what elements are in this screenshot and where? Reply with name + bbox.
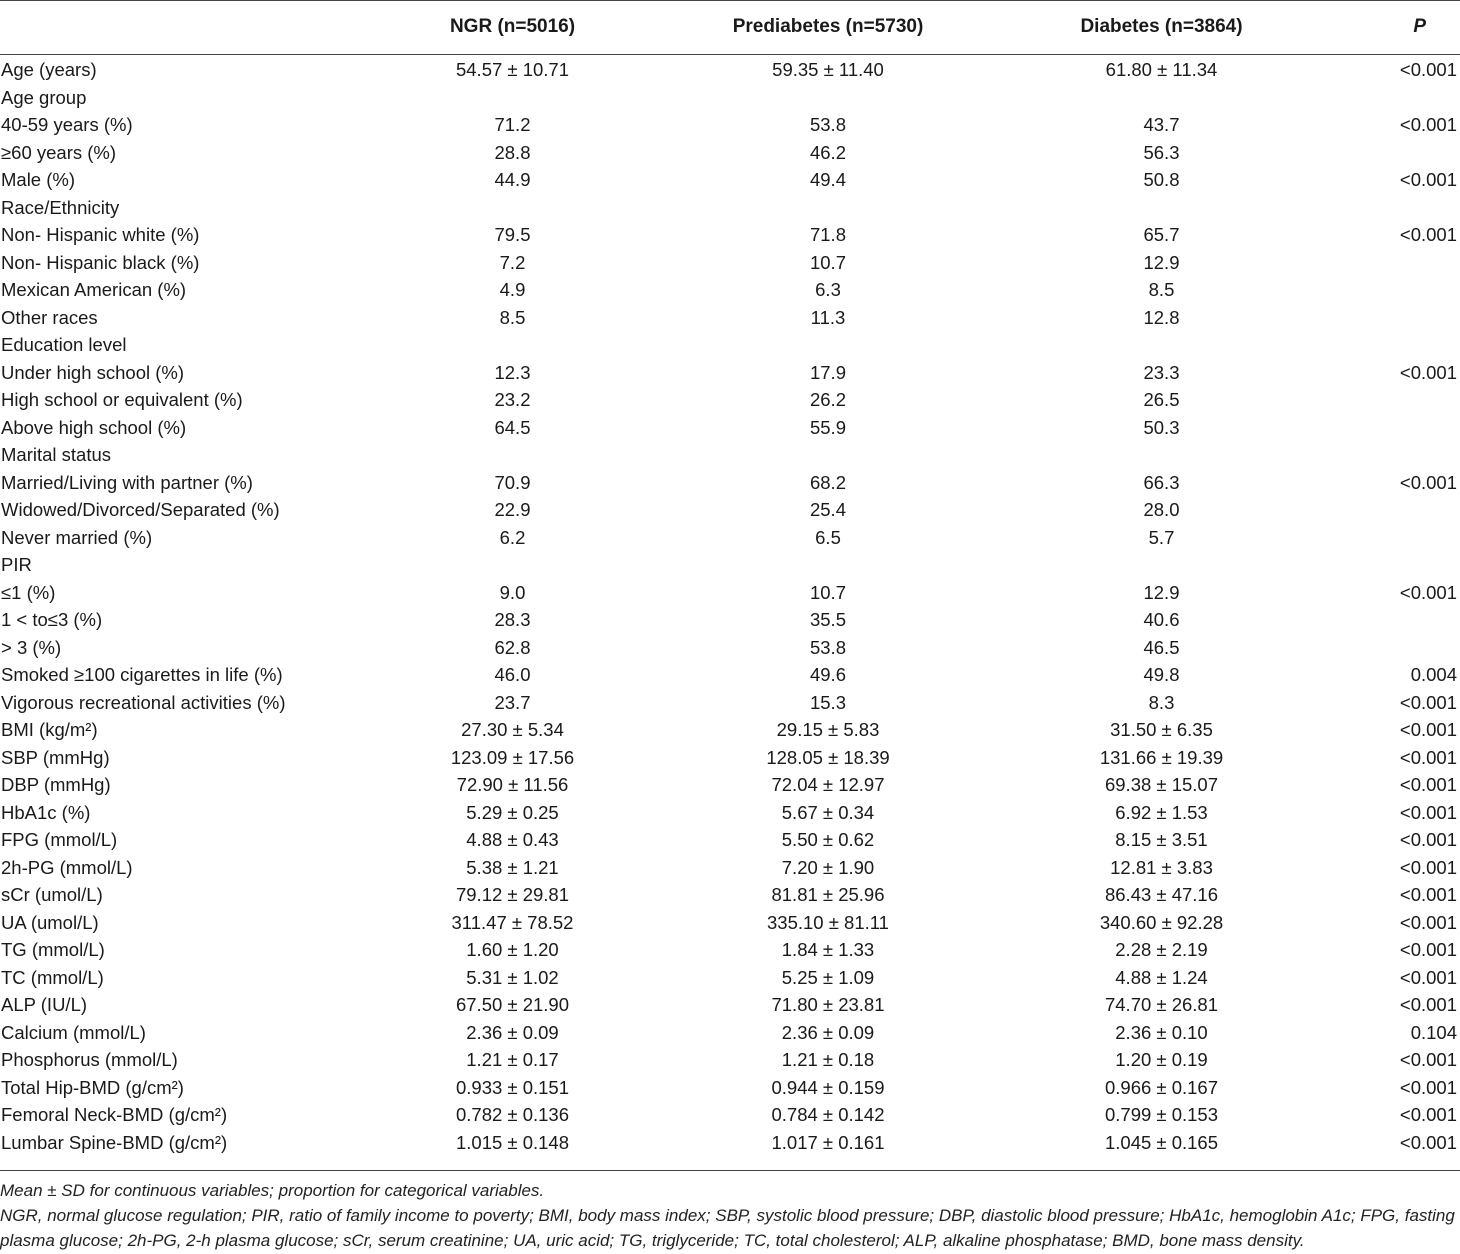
table-row — [0, 1074, 1460, 1102]
cell-p-value: 0.104 — [1410, 1021, 1457, 1043]
table-row — [0, 84, 1460, 112]
cell-ngr: 311.47 ± 78.52 — [451, 911, 574, 933]
row-label: Above high school (%) — [1, 416, 187, 438]
cell-diabetes — [981, 194, 1342, 222]
cell-diabetes: 31.50 ± 6.35 — [1110, 719, 1213, 740]
table-row — [0, 276, 1460, 304]
cell-diabetes: 46.5 — [1143, 636, 1180, 658]
cell-ngr: 28.3 — [494, 609, 531, 630]
cell-ngr: 7.2 — [499, 251, 526, 273]
cell-prediabetes: 5.67 ± 0.34 — [781, 801, 875, 823]
cell-prediabetes: 5.25 ± 1.09 — [781, 966, 875, 988]
cell-ngr: 70.9 — [494, 471, 531, 493]
cell-ngr: 71.2 — [494, 114, 531, 135]
cell-diabetes: 56.3 — [1143, 141, 1180, 163]
row-label: UA (umol/L) — [1, 911, 99, 933]
cell-diabetes: 12.81 ± 3.83 — [1110, 856, 1213, 878]
cell-ngr: 1.60 ± 1.20 — [466, 939, 559, 960]
cell-diabetes: 1.20 ± 0.19 — [1115, 1049, 1208, 1070]
row-label: 2h-PG (mmol/L) — [1, 856, 133, 878]
cell-p-value: <0.001 — [1399, 361, 1457, 383]
cell-p-value — [1342, 414, 1460, 442]
cell-prediabetes: 25.4 — [809, 499, 846, 520]
cell-p-value: <0.001 — [1399, 471, 1457, 493]
table-row — [0, 414, 1460, 442]
footnote-line-2: NGR, normal glucose regulation; PIR, ratio of family income to poverty; BMI, body mass index; SBP, systolic blood pressure; DBP, diastolic blood pressure; HbA1c, hemoglobin A1c; FPG, fasting plasma glucose; 2h-PG, 2-h plasma glucose; sCr, serum creatinine; UA, uric acid; TG, triglyceride; TC, total cholesterol; ALP, alkaline phosphatase; BMD, bone mass density. — [0, 1206, 1455, 1250]
table-header-row — [0, 0, 1460, 54]
cell-p-value — [1342, 331, 1460, 359]
cell-ngr: 64.5 — [494, 416, 531, 438]
table-row — [0, 881, 1460, 909]
table-row — [0, 909, 1460, 937]
cell-ngr: 5.29 ± 0.25 — [466, 801, 559, 823]
cell-ngr: 0.933 ± 0.151 — [455, 1076, 570, 1098]
cell-ngr: 123.09 ± 17.56 — [450, 746, 575, 768]
row-label: Total Hip-BMD (g/cm²) — [1, 1076, 184, 1098]
cell-prediabetes: 1.017 ± 0.161 — [771, 1131, 885, 1153]
cell-ngr — [350, 441, 675, 469]
table-row — [0, 469, 1460, 497]
cell-p-value — [1342, 304, 1460, 332]
row-label: Mexican American (%) — [1, 279, 187, 300]
cell-ngr: 8.5 — [499, 306, 526, 328]
row-label: Married/Living with partner (%) — [1, 471, 253, 493]
row-label: ≥60 years (%) — [1, 141, 117, 163]
cell-ngr: 2.36 ± 0.09 — [466, 1021, 559, 1043]
row-label: Male (%) — [1, 169, 76, 190]
row-label: Other races — [1, 306, 98, 328]
table-row — [0, 799, 1460, 827]
cell-p-value: <0.001 — [1399, 224, 1457, 245]
row-label: Never married (%) — [1, 526, 153, 548]
cell-prediabetes: 53.8 — [809, 636, 846, 658]
header-ngr: NGR (n=5016) — [449, 16, 576, 37]
cell-diabetes: 2.36 ± 0.10 — [1115, 1021, 1208, 1043]
footnote-line-1: Mean ± SD for continuous variables; proportion for categorical variables. — [0, 1181, 545, 1200]
cell-p-value — [1342, 139, 1460, 167]
cell-prediabetes: 68.2 — [809, 471, 846, 493]
cell-prediabetes: 10.7 — [809, 581, 846, 603]
table-row — [0, 551, 1460, 579]
cell-prediabetes: 11.3 — [810, 306, 846, 328]
cell-prediabetes: 15.3 — [809, 691, 846, 713]
cell-prediabetes: 49.4 — [809, 169, 846, 190]
cell-p-value: <0.001 — [1399, 829, 1457, 850]
row-label: PIR — [1, 554, 32, 575]
cell-diabetes: 26.5 — [1143, 389, 1180, 410]
cell-ngr: 79.12 ± 29.81 — [455, 884, 570, 905]
cell-ngr: 62.8 — [494, 636, 531, 658]
row-label: Vigorous recreational activities (%) — [1, 691, 286, 713]
cell-ngr: 23.7 — [494, 691, 531, 713]
header-p-value: P — [1413, 16, 1426, 37]
table-row — [0, 826, 1460, 854]
cell-prediabetes: 26.2 — [809, 389, 846, 410]
table-row — [0, 359, 1460, 387]
row-label: 1 < to≤3 (%) — [1, 609, 103, 630]
cell-ngr — [350, 331, 675, 359]
cell-p-value: <0.001 — [1399, 59, 1457, 80]
table-row — [0, 386, 1460, 414]
table-body — [0, 54, 1460, 1156]
cell-diabetes: 4.88 ± 1.24 — [1115, 966, 1208, 988]
cell-diabetes: 69.38 ± 15.07 — [1104, 774, 1219, 795]
row-label: ALP (IU/L) — [1, 994, 88, 1015]
table-row — [0, 1046, 1460, 1074]
table-row — [0, 524, 1460, 552]
cell-ngr: 6.2 — [499, 526, 526, 548]
cell-prediabetes: 1.21 ± 0.18 — [781, 1049, 875, 1070]
cell-p-value: <0.001 — [1399, 774, 1457, 795]
cell-ngr: 5.38 ± 1.21 — [466, 856, 559, 878]
cell-ngr: 4.9 — [499, 279, 526, 300]
header-diabetes: Diabetes (n=3864) — [1080, 16, 1243, 37]
cell-ngr: 23.2 — [494, 389, 531, 410]
cell-diabetes: 50.3 — [1143, 416, 1180, 438]
cell-prediabetes: 55.9 — [809, 416, 846, 438]
cell-diabetes: 8.5 — [1148, 279, 1175, 300]
row-label: Race/Ethnicity — [1, 196, 120, 218]
table-row — [0, 716, 1460, 744]
row-label: Lumbar Spine-BMD (g/cm²) — [1, 1131, 228, 1153]
cell-ngr: 54.57 ± 10.71 — [455, 59, 570, 80]
cell-diabetes: 74.70 ± 26.81 — [1104, 994, 1219, 1015]
cell-ngr: 27.30 ± 5.34 — [461, 719, 564, 740]
cell-p-value — [1342, 386, 1460, 414]
cell-ngr — [350, 551, 675, 579]
table-bottom-rule — [0, 1170, 1460, 1171]
cell-diabetes: 131.66 ± 19.39 — [1099, 746, 1224, 768]
table-row — [0, 304, 1460, 332]
cell-prediabetes: 5.50 ± 0.62 — [781, 829, 875, 850]
cell-ngr: 12.3 — [494, 361, 531, 383]
cell-diabetes: 50.8 — [1143, 169, 1180, 190]
cell-prediabetes — [675, 551, 981, 579]
cell-ngr: 44.9 — [494, 169, 531, 190]
cell-ngr: 4.88 ± 0.43 — [466, 829, 559, 850]
cell-p-value — [1342, 441, 1460, 469]
cell-prediabetes: 46.2 — [809, 141, 846, 163]
table-row — [0, 1101, 1460, 1129]
table-row — [0, 991, 1460, 1019]
row-label: Age group — [1, 86, 87, 108]
table-row — [0, 249, 1460, 277]
cell-diabetes: 61.80 ± 11.34 — [1105, 59, 1218, 80]
cell-prediabetes: 81.81 ± 25.96 — [771, 884, 885, 905]
table-row — [0, 661, 1460, 689]
table-row — [0, 194, 1460, 222]
cell-prediabetes: 128.05 ± 18.39 — [766, 746, 890, 768]
row-label: Marital status — [1, 444, 112, 465]
row-label: Under high school (%) — [1, 361, 185, 383]
cell-ngr: 1.015 ± 0.148 — [455, 1131, 570, 1153]
cell-diabetes: 40.6 — [1143, 609, 1180, 630]
cell-ngr: 5.31 ± 1.02 — [466, 966, 559, 988]
cell-p-value — [1342, 496, 1460, 524]
header-label — [0, 0, 350, 54]
cell-diabetes: 66.3 — [1143, 471, 1180, 493]
cell-diabetes: 12.9 — [1143, 251, 1180, 273]
row-label: HbA1c (%) — [1, 801, 91, 823]
header-prediabetes: Prediabetes (n=5730) — [732, 16, 924, 37]
cell-p-value — [1342, 634, 1460, 662]
table-row — [0, 771, 1460, 799]
table-row — [0, 744, 1460, 772]
cell-ngr: 22.9 — [494, 499, 531, 520]
cell-prediabetes: 71.8 — [809, 224, 846, 245]
cell-prediabetes: 0.784 ± 0.142 — [771, 1104, 885, 1125]
cell-prediabetes — [675, 441, 981, 469]
cell-p-value: <0.001 — [1399, 856, 1457, 878]
row-label: Non- Hispanic white (%) — [1, 224, 200, 245]
cell-diabetes: 23.3 — [1143, 361, 1180, 383]
cell-diabetes: 65.7 — [1143, 224, 1180, 245]
cell-p-value: <0.001 — [1399, 719, 1457, 740]
cell-p-value — [1342, 276, 1460, 304]
row-label: Widowed/Divorced/Separated (%) — [1, 499, 280, 520]
cell-diabetes — [981, 84, 1342, 112]
cell-prediabetes: 17.9 — [809, 361, 846, 383]
cell-prediabetes: 335.10 ± 81.11 — [767, 911, 889, 933]
cell-p-value: <0.001 — [1399, 801, 1457, 823]
cell-ngr — [350, 194, 675, 222]
cell-p-value: <0.001 — [1399, 939, 1457, 960]
cell-p-value: <0.001 — [1399, 1049, 1457, 1070]
cell-p-value: <0.001 — [1399, 994, 1457, 1015]
cell-diabetes: 12.9 — [1143, 581, 1180, 603]
cell-p-value: <0.001 — [1399, 1104, 1457, 1125]
row-label: Non- Hispanic black (%) — [1, 251, 200, 273]
cell-diabetes: 12.8 — [1143, 306, 1180, 328]
row-label: FPG (mmol/L) — [1, 829, 118, 850]
row-label: Education level — [1, 334, 127, 355]
cell-prediabetes: 10.7 — [809, 251, 846, 273]
cell-diabetes — [981, 551, 1342, 579]
row-label: Femoral Neck-BMD (g/cm²) — [1, 1104, 228, 1125]
cell-p-value: <0.001 — [1399, 114, 1457, 135]
table-row — [0, 56, 1460, 84]
row-label: Phosphorus (mmol/L) — [1, 1049, 178, 1070]
cell-diabetes: 5.7 — [1148, 526, 1175, 548]
cell-p-value: <0.001 — [1399, 1076, 1457, 1098]
row-label: Calcium (mmol/L) — [1, 1021, 146, 1043]
cell-prediabetes — [675, 84, 981, 112]
cell-prediabetes: 2.36 ± 0.09 — [781, 1021, 875, 1043]
table-row — [0, 936, 1460, 964]
cell-p-value — [1342, 194, 1460, 222]
cell-diabetes: 86.43 ± 47.16 — [1104, 884, 1219, 905]
cell-diabetes: 0.966 ± 0.167 — [1104, 1076, 1219, 1098]
table-row — [0, 634, 1460, 662]
cell-diabetes: 8.3 — [1148, 691, 1175, 713]
table-row — [0, 111, 1460, 139]
table-row — [0, 166, 1460, 194]
cell-prediabetes: 49.6 — [809, 664, 846, 685]
cell-prediabetes: 59.35 ± 11.40 — [772, 59, 884, 80]
cell-ngr: 79.5 — [494, 224, 531, 245]
row-label: SBP (mmHg) — [1, 746, 110, 768]
cell-prediabetes: 35.5 — [809, 609, 846, 630]
cell-p-value: <0.001 — [1399, 581, 1457, 603]
table-row — [0, 606, 1460, 634]
cell-prediabetes: 72.04 ± 12.97 — [771, 774, 885, 795]
cell-prediabetes — [675, 194, 981, 222]
cell-diabetes: 0.799 ± 0.153 — [1104, 1104, 1219, 1125]
cell-p-value — [1342, 524, 1460, 552]
row-label: DBP (mmHg) — [1, 774, 111, 795]
row-label: Age (years) — [1, 59, 97, 80]
table-row — [0, 441, 1460, 469]
cell-p-value — [1342, 606, 1460, 634]
cell-prediabetes: 7.20 ± 1.90 — [781, 856, 875, 878]
cell-ngr: 1.21 ± 0.17 — [466, 1049, 559, 1070]
row-label: BMI (kg/m²) — [1, 719, 98, 740]
cell-diabetes: 2.28 ± 2.19 — [1115, 939, 1208, 960]
cell-diabetes — [981, 331, 1342, 359]
cell-prediabetes: 6.5 — [815, 526, 841, 548]
cell-p-value — [1342, 551, 1460, 579]
row-label: TG (mmol/L) — [1, 939, 105, 960]
table-row — [0, 1019, 1460, 1047]
table-row — [0, 221, 1460, 249]
cell-prediabetes: 6.3 — [815, 279, 841, 300]
cell-diabetes: 1.045 ± 0.165 — [1104, 1131, 1219, 1153]
row-label: Smoked ≥100 cigarettes in life (%) — [1, 664, 283, 685]
row-label: TC (mmol/L) — [1, 966, 104, 988]
cell-p-value: <0.001 — [1399, 1131, 1457, 1153]
table-row — [0, 579, 1460, 607]
cell-ngr: 9.0 — [499, 581, 526, 603]
cell-diabetes: 340.60 ± 92.28 — [1099, 911, 1224, 933]
table-row — [0, 496, 1460, 524]
cell-ngr: 46.0 — [494, 664, 531, 685]
cell-p-value: <0.001 — [1399, 966, 1457, 988]
cell-ngr: 0.782 ± 0.136 — [455, 1104, 570, 1125]
row-label: High school or equivalent (%) — [1, 389, 243, 410]
cell-p-value: <0.001 — [1399, 691, 1457, 713]
cell-ngr: 72.90 ± 11.56 — [456, 774, 569, 795]
table-footnote — [0, 1178, 1458, 1253]
cell-diabetes: 43.7 — [1143, 114, 1180, 135]
row-label: 40-59 years (%) — [1, 114, 133, 135]
cell-diabetes: 6.92 ± 1.53 — [1115, 801, 1208, 823]
row-label: ≤1 (%) — [1, 581, 56, 603]
cell-diabetes: 49.8 — [1143, 664, 1180, 685]
cell-p-value: <0.001 — [1399, 884, 1457, 905]
cell-prediabetes: 29.15 ± 5.83 — [776, 719, 880, 740]
row-label: > 3 (%) — [1, 636, 62, 658]
cell-prediabetes: 0.944 ± 0.159 — [771, 1076, 885, 1098]
cell-prediabetes: 1.84 ± 1.33 — [781, 939, 875, 960]
table-row — [0, 689, 1460, 717]
cell-ngr — [350, 84, 675, 112]
cell-p-value — [1342, 249, 1460, 277]
table-row — [0, 964, 1460, 992]
cell-p-value: <0.001 — [1399, 746, 1457, 768]
cell-prediabetes — [675, 331, 981, 359]
cell-diabetes: 28.0 — [1143, 499, 1180, 520]
cell-p-value — [1342, 84, 1460, 112]
cell-p-value: 0.004 — [1410, 664, 1457, 685]
cell-ngr: 28.8 — [494, 141, 531, 163]
row-label: sCr (umol/L) — [1, 884, 103, 905]
cell-diabetes: 8.15 ± 3.51 — [1115, 829, 1208, 850]
table-row — [0, 331, 1460, 359]
cell-ngr: 67.50 ± 21.90 — [455, 994, 570, 1015]
cell-p-value: <0.001 — [1399, 169, 1457, 190]
table-row — [0, 854, 1460, 882]
cell-prediabetes: 53.8 — [809, 114, 846, 135]
cell-prediabetes: 71.80 ± 23.81 — [771, 994, 885, 1015]
table-row — [0, 1129, 1460, 1157]
cell-p-value: <0.001 — [1399, 911, 1457, 933]
cell-diabetes — [981, 441, 1342, 469]
table-row — [0, 139, 1460, 167]
